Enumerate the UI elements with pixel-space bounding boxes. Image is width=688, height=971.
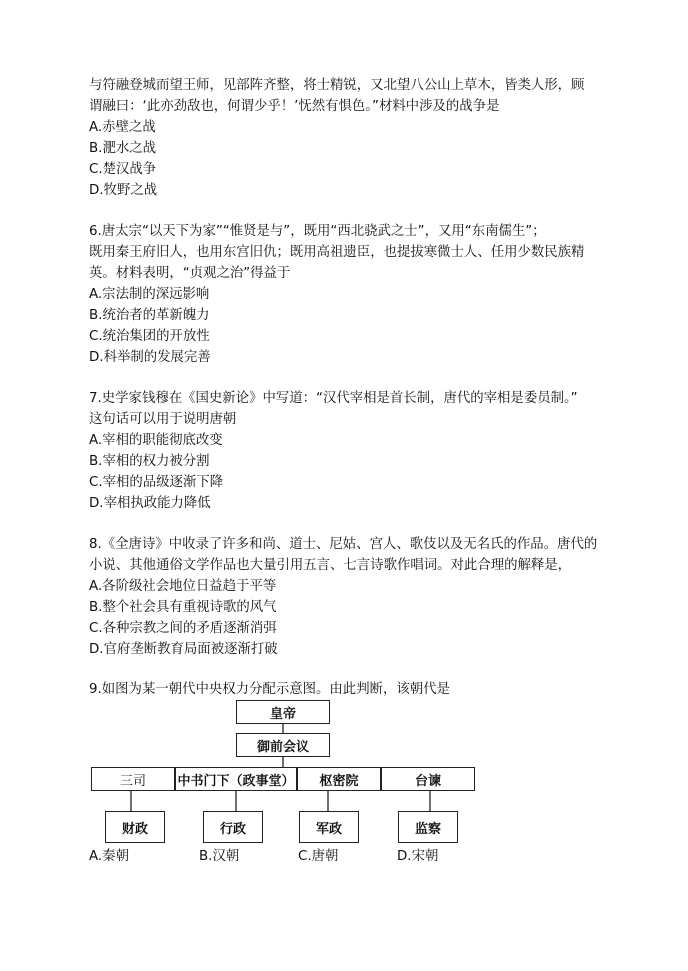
q7-option-c: C.宰相的品级逐渐下降: [89, 475, 224, 490]
q6-option-c: C.统治集团的开放性: [89, 329, 210, 344]
q6-option-d: D.科举制的发展完善: [89, 350, 211, 365]
q8-option-d: D.官府垄断教育局面被逐渐打破: [89, 642, 278, 657]
diagram-branch-zhongshu: 中书门下（政事堂）: [175, 767, 297, 791]
q5-option-b: B.淝水之战: [89, 141, 157, 156]
q6-option-a: A.宗法制的深远影响: [89, 287, 210, 302]
q7-option-b: B.宰相的权力被分割: [89, 454, 210, 469]
diagram-function-supervision: 监察: [398, 811, 458, 843]
diagram-branch-taijian: 台谏: [381, 767, 475, 791]
q5-option-d: D.牧野之战: [89, 183, 158, 198]
q6-option-b: B.统治者的革新魄力: [89, 308, 210, 323]
q5-option-a: A.赤壁之战: [89, 120, 156, 135]
q5-stem-line2: 谓融曰：‘此亦劲敌也，何谓少乎！’怃然有惧色。”材料中涉及的战争是: [89, 99, 500, 114]
q9-option-d: D.宋朝: [397, 849, 439, 864]
q9-option-c: C.唐朝: [298, 849, 339, 864]
q8-option-b: B.整个社会具有重视诗歌的风气: [89, 600, 277, 615]
q7-option-d: D.宰相执政能力降低: [89, 496, 211, 511]
diagram-council-box: 御前会议: [236, 733, 330, 757]
diagram-branch-sansi: 三司: [91, 767, 175, 791]
q5-option-c: C.楚汉战争: [89, 162, 157, 177]
q9-option-a: A.秦朝: [89, 849, 129, 864]
diagram-function-military: 军政: [299, 811, 359, 843]
q9-stem: 9.如图为某一朝代中央权力分配示意图。由此判断，该朝代是: [89, 682, 450, 697]
q9-option-b: B.汉朝: [199, 849, 240, 864]
q7-stem-line1: 7.史学家钱穆在《国史新论》中写道：“汉代宰相是首长制，唐代的宰相是委员制。”: [89, 391, 578, 406]
q8-option-c: C.各种宗教之间的矛盾逐渐消弭: [89, 621, 277, 636]
q8-option-a: A.各阶级社会地位日益趋于平等: [89, 579, 277, 594]
diagram-emperor-box: 皇帝: [236, 700, 330, 724]
q7-option-a: A.宰相的职能彻底改变: [89, 433, 223, 448]
diagram-function-finance: 财政: [105, 811, 165, 843]
q6-stem-line2: 既用秦王府旧人，也用东宫旧仇；既用高祖遗臣，也提拔寒微士人、任用少数民族精: [89, 245, 585, 260]
q6-stem-line3: 英。材料表明，“贞观之治”得益于: [89, 266, 291, 281]
diagram-branch-shumiyuan: 枢密院: [297, 767, 381, 791]
diagram-function-administration: 行政: [203, 811, 263, 843]
q8-stem-line2: 小说、其他通俗文学作品也大量引用五言、七言诗歌作唱词。对此合理的解释是，: [89, 558, 572, 573]
q6-stem-line1: 6.唐太宗“以天下为家”“惟贤是与”，既用“西北骁武之士”，又用“东南儒生”；: [89, 224, 546, 239]
q5-stem-line1: 与符融登城而望王师，见部阵齐整，将士精锐，又北望八公山上草木，皆类人形，顾: [89, 78, 585, 93]
q8-stem-line1: 8.《全唐诗》中收录了许多和尚、道士、尼姑、宫人、歌伎以及无名氏的作品。唐代的: [89, 537, 598, 552]
q7-stem-line2: 这句话可以用于说明唐朝: [89, 412, 237, 427]
